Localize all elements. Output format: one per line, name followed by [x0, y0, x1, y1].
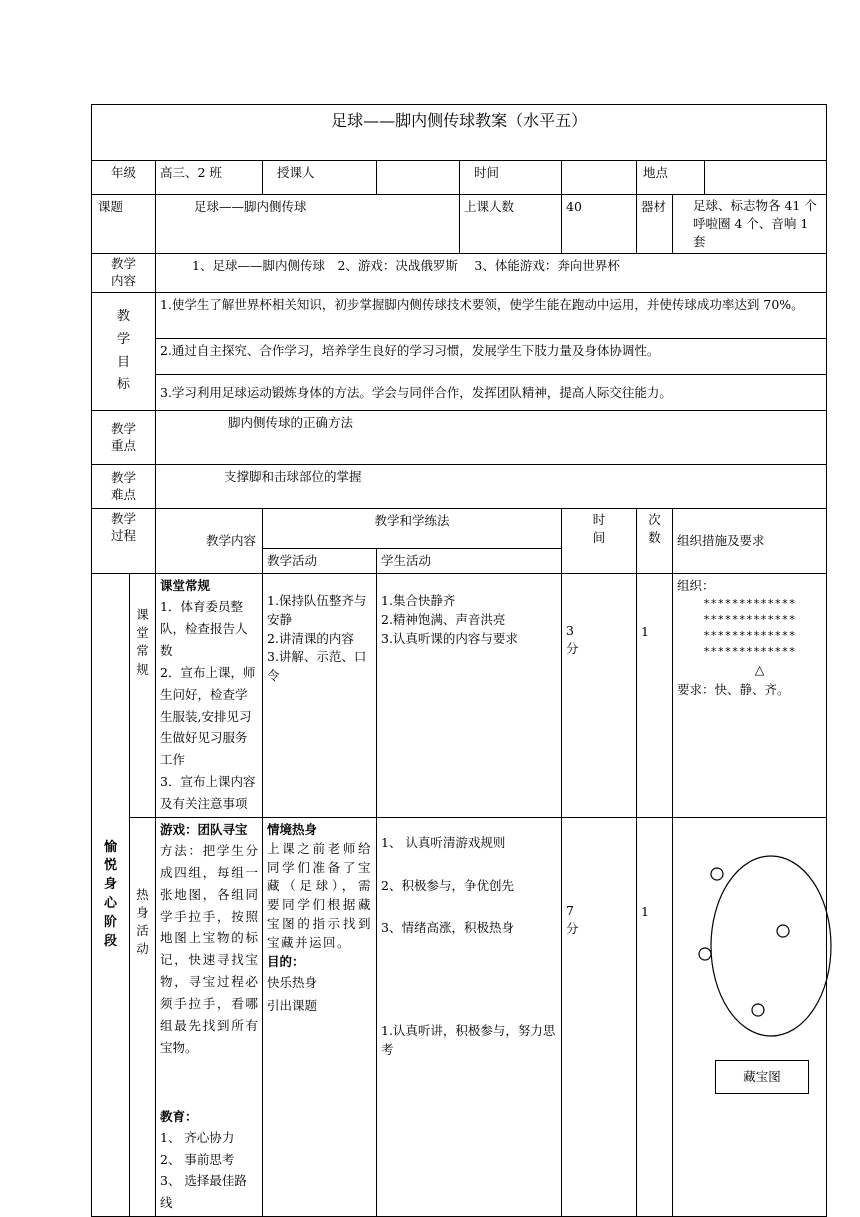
time-value — [562, 161, 637, 195]
routine-sub-label: 课 堂 常 规 — [130, 574, 156, 818]
treasure-map-label: 藏宝图 — [715, 1060, 809, 1094]
equip-label: 器材 — [637, 195, 673, 254]
routine-time: 3 分 — [562, 574, 637, 818]
edu-item: 3、 选择最佳路线 — [160, 1173, 247, 1211]
warmup-time: 7 分 — [562, 817, 637, 1216]
routine-org — [673, 574, 827, 818]
grade-value: 高三、2 班 — [156, 161, 263, 195]
org-label: 组织： — [677, 578, 715, 594]
goal-item: 2.通过自主探究、合作学习，培养学生良好的学习习惯，发展学生下肢力量及身体协调性。 — [156, 339, 827, 375]
warmup-student-item: 1、 认真听清游戏规则 — [381, 834, 506, 850]
page-title: 足球——脚内侧传球教案（水平五） — [92, 105, 827, 161]
formation-row: ************* — [703, 644, 796, 658]
time-label: 时间 — [460, 161, 562, 195]
routine-times: 1 — [637, 574, 673, 818]
process-label: 教学 过程 — [92, 509, 156, 574]
routine-teacher — [263, 574, 377, 818]
routine-teacher-item: 1.保持队伍整齐与安静 — [267, 593, 367, 627]
routine-content — [156, 574, 263, 818]
topic-value: 足球——脚内侧传球 — [156, 195, 460, 254]
warmup-student-item: 3、情绪高涨，积极热身 — [381, 920, 514, 936]
grade-label: 年级 — [92, 161, 156, 195]
teacher-triangle-icon: △ — [754, 661, 765, 677]
equip-value: 足球、标志物各 41 个呼啦圈 4 个、音响 1 套 — [673, 195, 827, 254]
content-label: 教学 内容 — [92, 254, 156, 293]
place-label: 地点 — [637, 161, 705, 195]
place-value — [705, 161, 827, 195]
treasure-marker — [752, 1004, 764, 1016]
content-header: 教学内容 — [156, 509, 263, 574]
treasure-marker — [711, 868, 723, 880]
routine-student-item: 2.精神饱满、声音洪亮 — [381, 611, 506, 627]
routine-teacher-item: 2.讲清课的内容 — [267, 630, 354, 646]
routine-title: 课堂常规 — [160, 578, 211, 594]
routine-student-item: 3.认真听课的内容与要求 — [381, 630, 518, 646]
treasure-marker — [699, 948, 711, 960]
lesson-plan-table — [91, 104, 827, 1217]
warmup-goal-item: 快乐热身 — [267, 975, 318, 991]
difficulty-label: 教学 难点 — [92, 465, 156, 509]
key-point-value: 脚内侧传球的正确方法 — [156, 411, 827, 465]
treasure-map — [677, 820, 822, 1150]
treasure-map-diagram — [695, 848, 843, 1038]
warmup-sub-label: 热 身 活 动 — [130, 817, 156, 1216]
topic-label: 课题 — [92, 195, 156, 254]
edu-item: 2、 事前思考 — [160, 1151, 235, 1167]
times-header: 次 数 — [637, 509, 673, 574]
goals-label: 教 学 目 标 — [92, 293, 156, 411]
routine-item: 3．宣布上课内容及有关注意事项 — [160, 774, 256, 811]
warmup-teacher-text: 上课之前老师给同学们准备了宝藏（足球），需要同学们根据藏宝图的指示找到宝藏并运回。 — [267, 840, 372, 950]
formation-row: ************* — [703, 597, 796, 611]
key-point-label: 教学 重点 — [92, 411, 156, 465]
routine-item: 2．宣布上课，师生问好，检查学生服装,安排见习生做好见习服务工作 — [160, 664, 256, 768]
teacher-value — [377, 161, 460, 195]
warmup-times: 1 — [637, 817, 673, 1216]
routine-teacher-item: 3.讲解、示范、口令 — [267, 649, 367, 684]
warmup-teacher — [263, 817, 377, 1216]
warmup-title: 游戏：团队寻宝 — [160, 821, 248, 837]
goal-item: 1.使学生了解世界杯相关知识，初步掌握脚内侧传球技术要领，使学生能在跑动中运用，并使传球成功率达到 70%。 — [156, 293, 827, 339]
routine-student — [377, 574, 562, 818]
routine-item: 1．体育委员整队，检查报告人数 — [160, 599, 248, 658]
warmup-content — [156, 817, 263, 1216]
teacher-activity-header: 教学活动 — [263, 549, 377, 574]
methods-header: 教学和学练法 — [263, 509, 562, 549]
warmup-teacher-title: 情境热身 — [267, 821, 318, 837]
content-value: 1、足球——脚内侧传球 2、游戏：决战俄罗斯 3、体能游戏：奔向世界杯 — [156, 254, 827, 293]
time-header: 时 间 — [562, 509, 637, 574]
warmup-student-extra: 1.认真听讲，积极参与，努力思考 — [381, 1023, 556, 1057]
count-label: 上课人数 — [460, 195, 562, 254]
stage-label: 愉 悦 身 心 阶 段 — [92, 574, 130, 1217]
warmup-method: 方法：把学生分成四组，每组一张地图，各组同学手拉手，按照地图上宝物的标记，快速寻找宝物，寻宝过程必须手拉手，看哪组最先找到所有宝物。 — [160, 842, 258, 1055]
map-boundary-ellipse — [711, 856, 831, 1036]
warmup-goal-title: 目的： — [267, 954, 305, 970]
edu-item: 1、 齐心协力 — [160, 1129, 235, 1145]
org-header: 组织措施及要求 — [673, 509, 827, 574]
lesson-plan — [91, 104, 826, 1217]
difficulty-value: 支撑脚和击球部位的掌握 — [156, 465, 827, 509]
formation-row: ************* — [703, 629, 796, 642]
routine-requirement: 要求：快、静、齐。 — [677, 681, 790, 697]
goal-item: 3.学习利用足球运动锻炼身体的方法。学会与同伴合作，发挥团队精神，提高人际交往能力。 — [156, 375, 827, 411]
warmup-org — [673, 817, 827, 1216]
warmup-goal-item: 引出课题 — [267, 997, 318, 1013]
student-activity-header: 学生活动 — [377, 549, 562, 574]
warmup-student-item: 2、积极参与，争优创先 — [381, 877, 514, 893]
treasure-marker — [777, 925, 789, 937]
formation-row: ************* — [703, 613, 796, 627]
teacher-label: 授课人 — [263, 161, 377, 195]
edu-title: 教育： — [160, 1108, 198, 1124]
routine-student-item: 1.集合快静齐 — [381, 593, 456, 609]
warmup-student — [377, 817, 562, 1216]
count-value: 40 — [562, 195, 637, 254]
